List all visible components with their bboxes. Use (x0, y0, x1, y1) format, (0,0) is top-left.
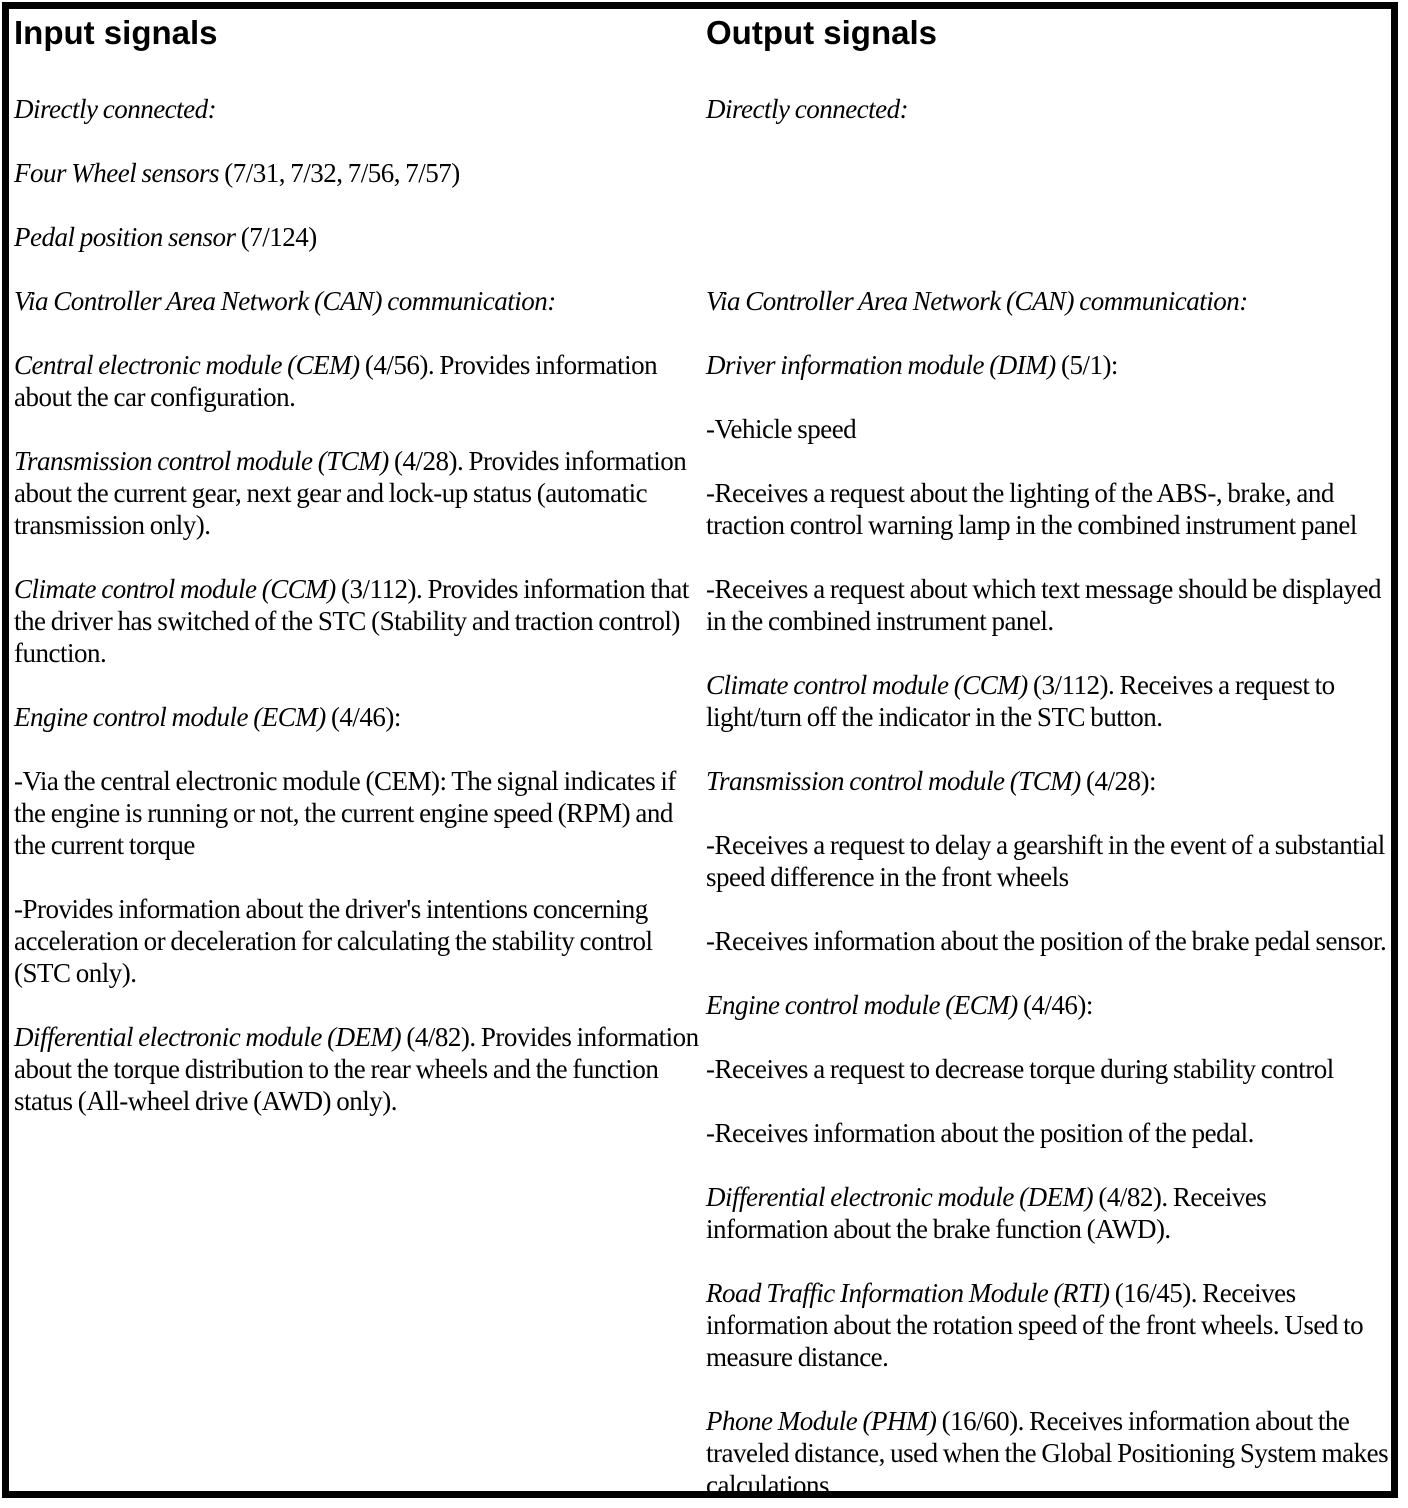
signal-paragraph (706, 829, 1391, 893)
input-signals-paragraphs (14, 93, 703, 1117)
paragraph-text: (4/28). Provides information about the current gear, next gear and lock-up status (automatic transmission only). (14, 446, 687, 540)
module-name: Via Controller Area Network (CAN) communication: (706, 286, 1248, 316)
signal-paragraph (14, 221, 703, 253)
module-name: Driver information module (DIM) (706, 350, 1056, 380)
signal-paragraph (14, 893, 703, 989)
signal-paragraph (706, 669, 1391, 733)
module-name: Engine control module (ECM) (14, 702, 326, 732)
module-name: Differential electronic module (DEM) (14, 1022, 402, 1052)
paragraph-text: -Receives information about the position of the pedal. (706, 1118, 1254, 1148)
input-signals-header: Input signals (14, 14, 218, 51)
signal-paragraph (14, 573, 703, 669)
module-name: Engine control module (ECM) (706, 990, 1018, 1020)
signal-paragraph (706, 93, 1391, 125)
paragraph-text: (4/82). Receives information about the brake function (AWD). (706, 1182, 1267, 1244)
module-name: Transmission control module (TCM) (14, 446, 389, 476)
signal-paragraph (706, 573, 1391, 637)
output-signals-column (703, 9, 1391, 1500)
signal-paragraph (706, 1053, 1391, 1085)
signal-paragraph (706, 1277, 1391, 1373)
module-name: Phone Module (PHM) (706, 1406, 937, 1436)
paragraph-text: (16/60). Receives information about the traveled distance, used when the Global Positioning System makes calculations. (706, 1406, 1389, 1500)
paragraph-text: (16/45). Receives information about the rotation speed of the front wheels. Used to measure distance. (706, 1278, 1364, 1372)
module-name: Pedal position sensor (14, 222, 236, 252)
signal-paragraph (14, 157, 703, 189)
output-signals-paragraphs (706, 93, 1391, 1501)
signal-paragraph (706, 989, 1391, 1021)
input-signals-column (9, 9, 703, 1491)
paragraph-text: -Receives a request about the lighting of the ABS-, brake, and traction control warning lamp in the combined instrument panel (706, 478, 1357, 540)
module-name: Transmission control module (TCM) (706, 766, 1081, 796)
paragraph-text: -Receives a request to decrease torque during stability control (706, 1054, 1334, 1084)
module-name: Directly connected: (14, 94, 217, 124)
module-name: Climate control module (CCM) (14, 574, 336, 604)
signal-paragraph (14, 701, 703, 733)
paragraph-text: -Receives information about the position of the brake pedal sensor. (706, 926, 1387, 956)
paragraph-text: -Vehicle speed (706, 414, 857, 444)
paragraph-text: (3/112). Receives a request to light/turn off the indicator in the STC button. (706, 670, 1335, 732)
paragraph-text: (7/31, 7/32, 7/56, 7/57) (218, 158, 460, 188)
paragraph-text: -Receives a request about which text message should be displayed in the combined instrument panel. (706, 574, 1382, 636)
paragraph-text: -Receives a request to delay a gearshift in the event of a substantial speed difference in the front wheels (706, 830, 1385, 892)
module-name: Climate control module (CCM) (706, 670, 1028, 700)
signal-paragraph (14, 1021, 703, 1117)
signal-paragraph (706, 765, 1391, 797)
paragraph-text: (4/46): (325, 702, 401, 732)
signal-paragraph (14, 285, 703, 317)
paragraph-text: (4/28): (1080, 766, 1157, 796)
signal-paragraph (14, 349, 703, 413)
signal-paragraph (14, 445, 703, 541)
document-page (2, 2, 1398, 1498)
signal-paragraph (706, 285, 1391, 317)
module-name: Central electronic module (CEM) (14, 350, 360, 380)
signal-paragraph (706, 477, 1391, 541)
paragraph-text: (7/124) (235, 222, 317, 252)
signal-paragraph (14, 765, 703, 861)
paragraph-text: (4/46): (1017, 990, 1093, 1020)
paragraph-text: -Provides information about the driver's intentions concerning acceleration or deceleration for calculating the stability control (STC only). (14, 894, 653, 988)
module-name: Directly connected: (706, 94, 909, 124)
module-name: Differential electronic module (DEM) (706, 1182, 1094, 1212)
signal-paragraph (706, 1117, 1391, 1149)
module-name: Road Traffic Information Module (RTI) (706, 1278, 1110, 1308)
paragraph-text: -Via the central electronic module (CEM): The signal indicates if the engine is running or not, the current engine speed (RPM) and the current torque (14, 766, 676, 860)
paragraph-text: (3/112). Provides information that the driver has switched of the STC (Stability and traction control) function. (14, 574, 689, 668)
output-signals-header: Output signals (706, 14, 937, 51)
signal-paragraph (706, 1405, 1391, 1501)
module-name: Four Wheel sensors (14, 158, 219, 188)
paragraph-text: (4/82). Provides information about the torque distribution to the rear wheels and the function status (All-wheel drive (AWD) only). (14, 1022, 699, 1116)
paragraph-text: (5/1): (1055, 350, 1118, 380)
signal-paragraph (14, 93, 703, 125)
module-name: Via Controller Area Network (CAN) communication: (14, 286, 556, 316)
signal-paragraph (706, 413, 1391, 445)
signal-paragraph (706, 1181, 1391, 1245)
signal-paragraph (706, 349, 1391, 381)
paragraph-text: (4/56). Provides information about the car configuration. (14, 350, 658, 412)
signal-paragraph (706, 925, 1391, 957)
